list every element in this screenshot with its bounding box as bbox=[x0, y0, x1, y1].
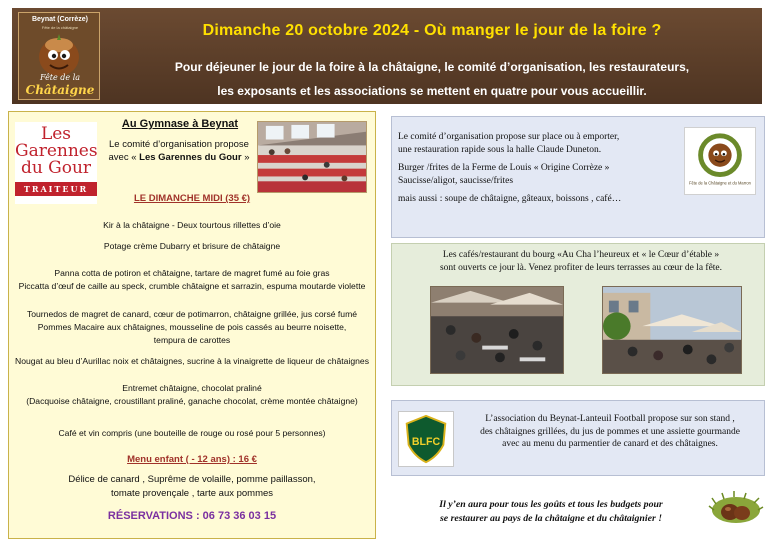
header-subtitle-line-1: Pour déjeuner le jour de la foire à la châtaigne, le comité d’organisation, les restaurateurs, bbox=[174, 60, 690, 74]
football-text bbox=[458, 413, 762, 451]
closing-line-1: Il y’en aura pour tous les goûts et tous les budgets pour bbox=[439, 499, 663, 510]
logo-town-text: Beynat (Corrèze) bbox=[31, 16, 88, 23]
chestnut-mascot-icon bbox=[33, 31, 85, 79]
menu-course-10: (Dacquoise châtaigne, croustillant praliné, ganache chocolat, crème montée châtaigne) bbox=[26, 396, 358, 406]
reservation-phone: RÉSERVATIONS : 06 73 36 03 15 bbox=[107, 510, 277, 522]
header-banner bbox=[12, 8, 762, 104]
fete-chataigne-marron-logo bbox=[684, 127, 756, 195]
blfc-badge-icon bbox=[398, 411, 454, 467]
venue-intro-line-1: Le comité d’organisation propose bbox=[109, 139, 249, 150]
committee-line-2: une restauration rapide sous la halle Claude Duneton. bbox=[398, 144, 602, 155]
closing-line-2: se restaurer au pays de la châtaigne et du châtaignier ! bbox=[439, 513, 663, 524]
logo-tagline: Fête de la châtaigne bbox=[41, 25, 79, 30]
chestnuts-illustration-icon bbox=[706, 488, 766, 528]
venue-intro-caterer: Les Garennes du Gour bbox=[136, 152, 245, 163]
committee-line-5: mais aussi : soupe de châtaigne, gâteaux, boissons , café… bbox=[398, 194, 622, 204]
menu-course-7: tempura de carottes bbox=[153, 335, 231, 345]
menu-course-2: Potage crème Dubarry et brisure de châtaigne bbox=[103, 241, 281, 251]
football-line-3: avec au menu du parmentier de canard et des châtaignes. bbox=[502, 439, 718, 449]
menu-course-8: Nougat au bleu d’Aurillac noix et châtaignes, sucrine à la vinaigrette de liqueur de châtaignes bbox=[14, 356, 369, 366]
football-panel bbox=[391, 400, 765, 476]
cafe-terrace-photo-2 bbox=[602, 286, 742, 374]
kids-menu-line-1: Délice de canard , Suprême de volaille, pomme paillasson, bbox=[68, 474, 316, 485]
cafes-panel bbox=[391, 243, 765, 386]
gymnase-dining-photo bbox=[257, 121, 367, 193]
festival-logo bbox=[18, 12, 100, 100]
menu-course-6: Pommes Macaire aux châtaignes, mousseline de pois cassés au beurre noisette, bbox=[37, 322, 347, 332]
closing-message bbox=[393, 498, 709, 526]
venue-intro-suffix: » bbox=[244, 152, 250, 163]
menu-course-4: Piccatta d’œuf de caille au speck, crumble châtaigne et sarrazin, espuma moutarde violette bbox=[18, 281, 366, 291]
caterer-logo-line-1: Les bbox=[40, 124, 72, 144]
menu-course-11: Café et vin compris (une bouteille de rouge ou rosé pour 5 personnes) bbox=[58, 428, 326, 438]
committee-text bbox=[398, 131, 678, 212]
caterer-logo-traiteur: TRAITEUR bbox=[15, 182, 97, 196]
committee-logo-caption: Fête de la Châtaigne et du Marron bbox=[689, 180, 751, 186]
venue-intro bbox=[95, 138, 263, 164]
blfc-badge-text: BLFC bbox=[411, 435, 441, 448]
football-line-1: L’association du Beynat-Lanteuil Football propose sur son stand , bbox=[485, 414, 735, 424]
committee-line-4: Saucisse/aligot, saucisse/frites bbox=[398, 175, 514, 186]
menu-course-9: Entremet châtaigne, chocolat praliné bbox=[122, 383, 262, 393]
gymnase-menu-panel bbox=[8, 111, 376, 539]
cafes-text bbox=[406, 249, 756, 274]
venue-intro-prefix: avec « bbox=[108, 152, 137, 163]
kids-menu-heading: Menu enfant ( - 12 ans) : 16 € bbox=[127, 454, 257, 465]
committee-line-1: Le comité d’organisation propose sur place ou à emporter, bbox=[398, 132, 620, 142]
menu-course-3: Panna cotta de potiron et châtaigne, tartare de magret fumé au foie gras bbox=[54, 268, 330, 278]
football-line-2: des châtaignes grillées, du jus de pommes et une assiette gourmande bbox=[480, 426, 740, 437]
menu-course-1: Kir à la châtaigne - Deux tourtous rillettes d’oie bbox=[103, 220, 281, 230]
cafes-line-2: sont ouverts ce jour là. Venez profiter de leurs terrasses au cœur de la fête. bbox=[439, 262, 723, 273]
logo-fete-text: Fête de la bbox=[39, 73, 81, 82]
logo-chataigne-text: Châtaigne bbox=[25, 83, 95, 97]
cafe-terrace-photo-1 bbox=[430, 286, 564, 374]
committee-panel bbox=[391, 116, 765, 238]
caterer-logo-line-3: du Gour bbox=[20, 158, 92, 178]
menu-course-5: Tournedos de magret de canard, cœur de potimarron, châtaigne grillée, jus corsé fumé bbox=[26, 309, 358, 319]
venue-title: Au Gymnase à Beynat bbox=[121, 118, 239, 130]
caterer-logo-line-2: Garennes bbox=[15, 141, 98, 161]
cafes-line-1: Les cafés/restaurant du bourg «Au Cha l’heureux et « le Cœur d’étable » bbox=[442, 250, 720, 260]
kids-menu-line-2: tomate provençale , tarte aux pommes bbox=[110, 488, 274, 499]
committee-line-3: Burger /frites de la Ferme de Louis « Origine Corrèze » bbox=[398, 163, 610, 173]
page-title: Dimanche 20 octobre 2024 - Où manger le jour de la foire ? bbox=[202, 22, 662, 39]
menu-heading: LE DIMANCHE MIDI (35 €) bbox=[133, 193, 251, 204]
header-subtitle-line-2: les exposants et les associations se mettent en quatre pour vous accueillir. bbox=[217, 84, 647, 98]
